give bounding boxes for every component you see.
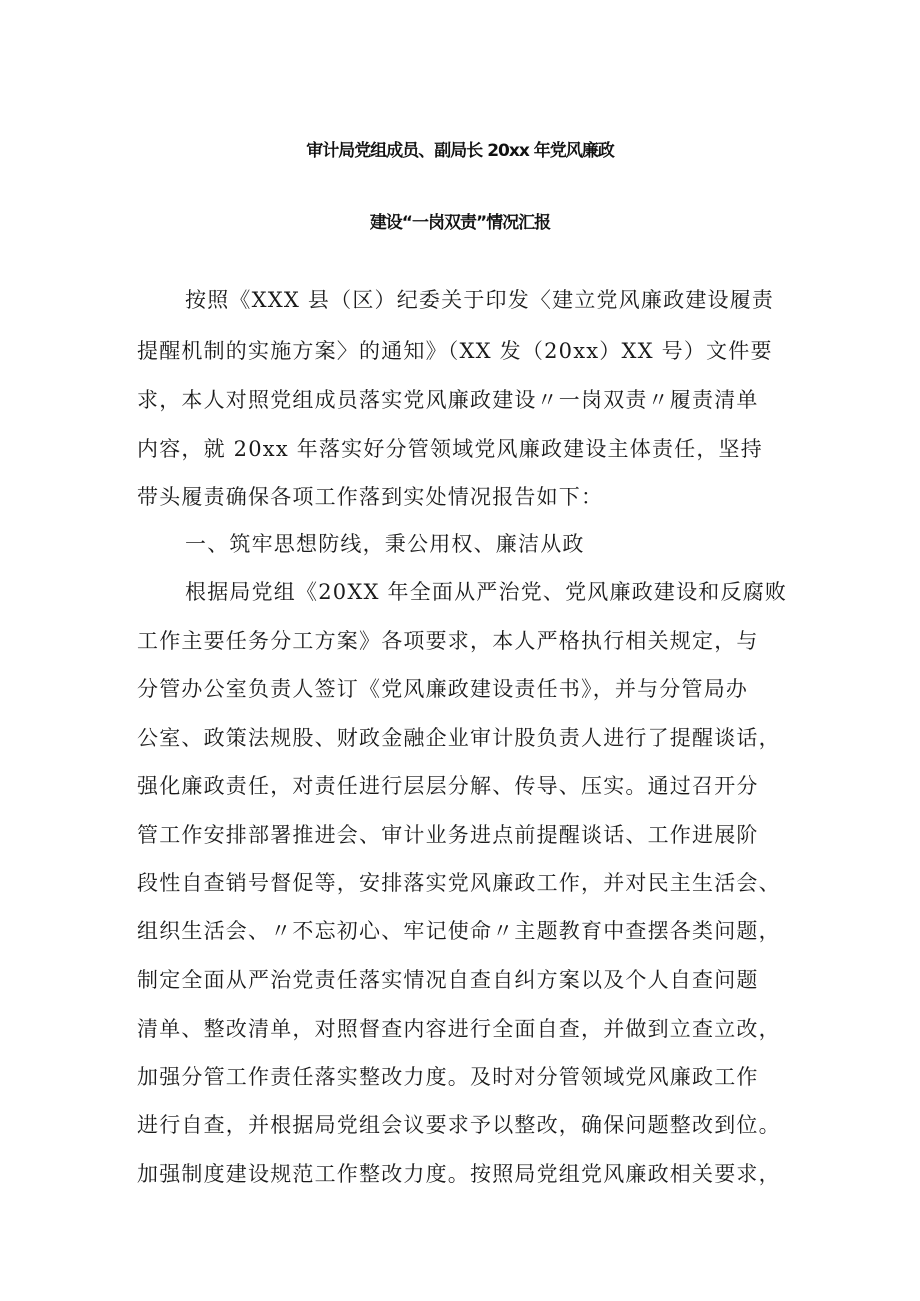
document-title-line-1: 审计局党组成员、副局长 20xx 年党风廉政 bbox=[306, 141, 614, 161]
paragraph-line: 求，本人对照党组成员落实党风廉政建设〃一岗双责〃履责清单 bbox=[137, 388, 759, 412]
paragraph-line: 公室、政策法规股、财政金融企业审计股负责人进行了提醒谈话， bbox=[137, 726, 781, 750]
paragraph-line: 工作主要任务分工方案》各项要求，本人严格执行相关规定，与 bbox=[137, 629, 759, 653]
paragraph-line: 带头履责确保各项工作落到实处情况报告如下： bbox=[137, 485, 604, 509]
paragraph-line: 提醒机制的实施方案〉的通知》（XX 发（20xx）XX 号）文件要 bbox=[137, 339, 773, 363]
paragraph-line: 按照《XXX 县（区）纪委关于印发〈建立党风廉政建设履责 bbox=[185, 288, 775, 312]
paragraph-line: 内容，就 20xx 年落实好分管领域党风廉政建设主体责任，坚持 bbox=[137, 437, 763, 461]
paragraph-line: 清单、整改清单，对照督查内容进行全面自查，并做到立查立改， bbox=[137, 1017, 781, 1041]
paragraph-line: 段性自查销号督促等，安排落实党风廉政工作，并对民主生活会、 bbox=[137, 871, 781, 895]
section-heading: 一、筑牢思想防线，秉公用权、廉洁从政 bbox=[185, 532, 585, 556]
paragraph-line: 根据局党组《20XX 年全面从严治党、党风廉政建设和反腐败 bbox=[185, 580, 788, 604]
paragraph-line: 进行自查，并根据局党组会议要求予以整改，确保问题整改到位。 bbox=[137, 1113, 781, 1137]
paragraph-line: 强化廉政责任，对责任进行层层分解、传导、压实。通过召开分 bbox=[137, 774, 759, 798]
paragraph-line: 组织生活会、〃不忘初心、牢记使命〃主题教育中查摆各类问题， bbox=[137, 919, 781, 943]
paragraph-line: 分管办公室负责人签订《党风廉政建设责任书》，并与分管局办 bbox=[137, 677, 749, 701]
paragraph-line: 加强制度建设规范工作整改力度。按照局党组党风廉政相关要求， bbox=[137, 1162, 781, 1186]
document-title-line-2: 建设“一岗双责”情况汇报 bbox=[369, 213, 551, 233]
paragraph-line: 管工作安排部署推进会、审计业务进点前提醒谈话、工作进展阶 bbox=[137, 823, 759, 847]
paragraph-line: 加强分管工作责任落实整改力度。及时对分管领域党风廉政工作 bbox=[137, 1065, 759, 1089]
paragraph-line: 制定全面从严治党责任落实情况自查自纠方案以及个人自查问题 bbox=[137, 968, 759, 992]
